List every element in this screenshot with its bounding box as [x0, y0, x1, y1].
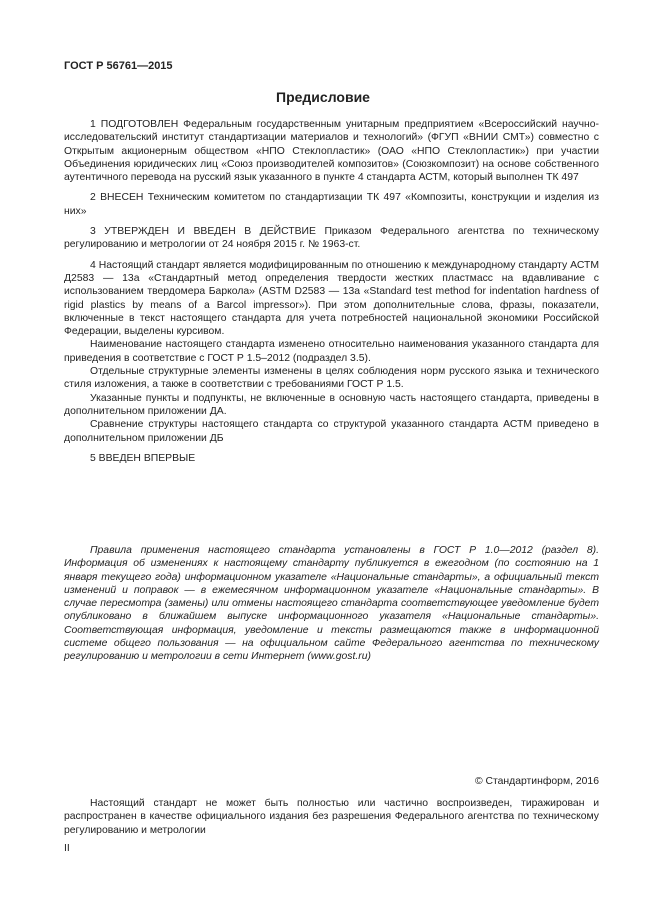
- paragraph-structure-changed: Отдельные структурные элементы изменены в целях соблюдения норм русского языка и технического стиля изложения, а также в соответствии с требованиями ГОСТ Р 1.5.: [64, 366, 599, 391]
- paragraph-introduced: 5 ВВЕДЕН ВПЕРВЫЕ: [90, 452, 196, 464]
- paragraph-submitted: 2 ВНЕСЕН Техническим комитетом по стандартизации ТК 497 «Композиты, конструкции и изделия из них»: [64, 192, 599, 217]
- document-code: ГОСТ Р 56761—2015: [64, 60, 173, 72]
- paragraph-name-changed: Наименование настоящего стандарта изменено относительно наименования указанного стандарта для приведения в соответствие с ГОСТ Р 1.5–2012 (подраздел 3.5).: [64, 339, 599, 364]
- page-number: II: [64, 843, 70, 854]
- reproduction-note: Настоящий стандарт не может быть полностью или частично воспроизведен, тиражирован и распространен в качестве официального издания без разрешения Федерального агентства по техническому регулированию и метрологии: [64, 798, 599, 836]
- section-title: Предисловие: [276, 89, 370, 105]
- paragraph-annex-da: Указанные пункты и подпункты, не включенные в основную часть настоящего стандарта, приведены в дополнительном приложении ДА.: [64, 392, 599, 417]
- paragraph-annex-db: Сравнение структуры настоящего стандарта со структурой указанного стандарта АСТМ приведено в дополнительном приложении ДБ: [64, 419, 599, 444]
- paragraph-modified: 4 Настоящий стандарт является модифицированным по отношению к международному стандарту АСТМ Д2583 — 13а «Стандартный метод определения твердости жестких пластмасс на вдавливание с использованием твердомера Баркола» (ASTM D2583 — 13a «Standard test method for indentation hardness of rigid plastics by means of a Barcol impressor»). При этом дополнительные слова, фразы, показатели, включенные в текст настоящего стандарта для учета потребностей национальной экономики Российской Федерации, выделены курсивом.: [64, 259, 599, 338]
- paragraph-prepared: 1 ПОДГОТОВЛЕН Федеральным государственным унитарным предприятием «Всероссийский научно-исследовательский институт стандартизации материалов и технологий» (ФГУП «ВНИИ СМТ») совместно с Открытым акционерным обществом «НПО Стеклопластик» (ОАО «НПО Стеклопластик») при участии Объединения юридических лиц «Союз производителей композитов» (Союзкомпозит) на основе собственного аутентичного перевода на русский язык указанного в пункте 4 стандарта АСТМ, который выполнен ТК 497: [64, 119, 599, 184]
- copyright: © Стандартинформ, 2016: [474, 776, 599, 787]
- preface-body: [64, 118, 599, 465]
- application-notice: Правила применения настоящего стандарта установлены в ГОСТ Р 1.0—2012 (раздел 8). Информация об изменениях к настоящему стандарту публикуется в ежегодном (по состоянию на 1 января текущего года) информационном указателе «Национальные стандарты», а официальный текст изменений и поправок — в ежемесячном информационном указателе «Национальные стандарты». В случае пересмотра (замены) или отмены настоящего стандарта соответствующее уведомление будет опубликовано в ближайшем выпуске информационного указателя «Национальные стандарты». Соответствующая информация, уведомление и тексты размещаются также в информационной системе общего пользования — на официальном сайте Федерального агентства по техническому регулированию и метрологии в сети Интернет (www.gost.ru): [64, 545, 599, 663]
- paragraph-approved: 3 УТВЕРЖДЕН И ВВЕДЕН В ДЕЙСТВИЕ Приказом Федерального агентства по техническому регулированию и метрологии от 24 ноября 2015 г. № 1963-ст.: [64, 226, 599, 251]
